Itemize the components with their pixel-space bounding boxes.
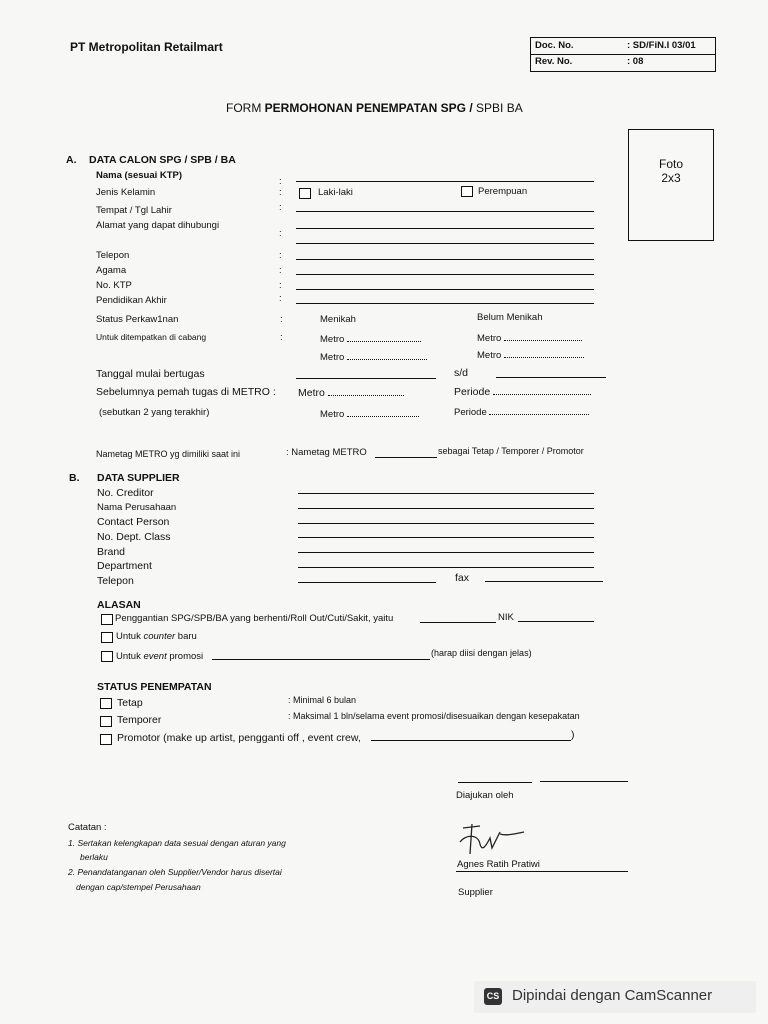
signature-image — [458, 820, 528, 858]
periode-1[interactable]: Periode — [454, 385, 591, 398]
sebelumnya-metro-2[interactable]: Metro — [320, 407, 419, 420]
camscanner-badge — [474, 981, 756, 1013]
belum-menikah-option[interactable]: Belum Menikah — [477, 312, 543, 323]
label-tanggal-mulai: Tanggal mulai bertugas — [96, 368, 205, 380]
nametag-value: : Nametag METRO — [286, 447, 367, 458]
section-a-letter: A. — [66, 154, 77, 166]
label-tempat-lahir: Tempat / Tgl Lahir — [96, 205, 172, 216]
colon: : — [280, 314, 283, 325]
section-a-heading: DATA CALON SPG / SPB / BA — [89, 154, 236, 166]
menikah-option[interactable]: Menikah — [320, 314, 356, 325]
signer-role: Supplier — [458, 887, 493, 898]
label-pendidikan: Pendidikan Akhir — [96, 295, 167, 306]
label-telepon-supplier: Telepon — [97, 575, 134, 587]
alasan-penggantian-checkbox[interactable] — [101, 614, 113, 625]
photo-label: Foto — [658, 157, 683, 171]
catatan-note-1b: berlaku — [80, 852, 108, 862]
alasan-penggantian-label: Penggantian SPG/SPB/BA yang berhenti/Roll Out/Cuti/Sakit, yaitu — [115, 613, 394, 624]
alasan-event-checkbox[interactable] — [101, 651, 113, 662]
laki-laki-checkbox[interactable] — [299, 188, 311, 199]
diajukan-label: Diajukan oleh — [456, 790, 514, 801]
promotor-label: Promotor (make up artist, pengganti off , event crew, — [117, 732, 361, 744]
label-status: Status Perkaw1nan — [96, 314, 179, 325]
telepon-supplier-field[interactable] — [298, 582, 436, 583]
label-contact-person: Contact Person — [97, 516, 170, 528]
event-note: (harap diisi dengan jelas) — [431, 648, 532, 658]
sebelumnya-metro-1[interactable]: Metro — [298, 386, 404, 399]
sign-line-1 — [458, 782, 532, 783]
perempuan-label: Perempuan — [478, 186, 528, 197]
nama-perusahaan-field[interactable] — [298, 508, 594, 509]
label-nametag: Nametag METRO yg dimiliki saat ini — [96, 449, 241, 459]
alamat-field-2[interactable] — [296, 243, 594, 244]
colon: : — [279, 202, 282, 213]
nama-field[interactable] — [296, 181, 594, 182]
photo-box — [628, 129, 714, 241]
photo-size: 2x3 — [661, 171, 681, 185]
sign-name-line — [456, 871, 628, 872]
label-sebelumnya: Sebelumnya pemah tugas di METRO : — [96, 386, 276, 398]
alamat-field-1[interactable] — [296, 228, 594, 229]
doc-no-label: Doc. No. — [535, 40, 574, 51]
cabang-metro-1[interactable]: Metro — [320, 332, 421, 345]
colon: : — [279, 228, 282, 239]
laki-laki-label: Laki-laki — [318, 187, 353, 198]
promotor-field[interactable] — [371, 740, 571, 741]
label-telepon: Telepon — [96, 250, 130, 261]
doc-info-box — [530, 37, 716, 72]
company-name: PT Metropolitan Retailmart — [70, 40, 223, 54]
label-agama: Agama — [96, 265, 127, 276]
alasan-heading: ALASAN — [97, 599, 141, 611]
colon: : — [279, 265, 282, 276]
brand-field[interactable] — [298, 552, 594, 553]
catatan-heading: Catatan : — [68, 822, 107, 833]
nik-field[interactable] — [518, 621, 594, 622]
colon: : — [279, 280, 282, 291]
label-alamat: Alamat yang dapat dihubungi — [96, 220, 220, 231]
telepon-field[interactable] — [296, 259, 594, 260]
alasan-event-label: Untuk event promosi — [116, 651, 204, 662]
temporer-note: : Maksimal 1 bln/selama event promosi/disesuaikan dengan kesepakatan — [288, 711, 580, 721]
pendidikan-field[interactable] — [296, 303, 594, 304]
sign-line-2 — [540, 781, 628, 782]
no-ktp-field[interactable] — [296, 289, 594, 290]
nik-label: NIK — [498, 612, 514, 623]
cabang-metro-4[interactable]: Metro — [477, 348, 584, 361]
cabang-metro-2[interactable]: Metro — [477, 331, 582, 344]
alasan-counter-checkbox[interactable] — [101, 632, 113, 643]
contact-person-field[interactable] — [298, 523, 594, 524]
catatan-note-2a: 2. Penandatanganan oleh Supplier/Vendor harus disertai — [68, 867, 282, 877]
label-jenis-kelamin: Jenis Kelamin — [96, 187, 156, 198]
tanggal-mulai-field[interactable] — [296, 378, 436, 379]
nametag-suffix: sebagai Tetap / Temporer / Promotor — [438, 446, 584, 456]
no-dept-class-field[interactable] — [298, 537, 594, 538]
tetap-checkbox[interactable] — [100, 698, 112, 709]
perempuan-checkbox[interactable] — [461, 186, 473, 197]
form-title: FORM PERMOHONAN PENEMPATAN SPG / SPBI BA — [226, 101, 523, 115]
cabang-metro-3[interactable]: Metro — [320, 350, 427, 363]
agama-field[interactable] — [296, 274, 594, 275]
no-creditor-field[interactable] — [298, 493, 594, 494]
label-no-creditor: No. Creditor — [97, 487, 154, 499]
colon: : — [279, 293, 282, 304]
camscanner-icon: CS — [484, 988, 502, 1005]
label-department: Department — [97, 560, 152, 572]
catatan-note-2b: dengan cap/stempel Perusahaan — [76, 882, 201, 892]
tetap-label: Tetap — [117, 697, 143, 709]
section-b-letter: B. — [69, 472, 80, 484]
tetap-note: : Minimal 6 bulan — [288, 695, 357, 705]
tempat-lahir-field[interactable] — [296, 211, 594, 212]
colon: : — [279, 187, 282, 198]
fax-label: fax — [455, 572, 470, 584]
rev-no-value: : 08 — [627, 56, 644, 67]
status-penempatan-heading: STATUS PENEMPATAN — [97, 681, 212, 693]
temporer-label: Temporer — [117, 714, 162, 726]
fax-field[interactable] — [485, 581, 603, 582]
catatan-note-1a: 1. Sertakan kelengkapan data sesuai dengan aturan yang — [68, 838, 286, 848]
alasan-counter-label: Untuk counter baru — [116, 631, 197, 642]
nametag-field[interactable] — [375, 457, 437, 458]
label-no-ktp: No. KTP — [96, 280, 132, 291]
tanggal-selesai-field[interactable] — [496, 377, 606, 378]
camscanner-text: Dipindai dengan CamScanner — [512, 987, 713, 1004]
temporer-checkbox[interactable] — [100, 716, 112, 727]
label-sebutkan: (sebutkan 2 yang terakhir) — [99, 407, 210, 418]
doc-no-value: : SD/FiN.I 03/01 — [627, 40, 696, 51]
colon: : — [279, 176, 282, 187]
department-field[interactable] — [298, 567, 594, 568]
penggantian-field[interactable] — [420, 622, 496, 623]
colon: : — [280, 332, 283, 343]
promotor-close: ) — [571, 729, 575, 741]
label-no-dept-class: No. Dept. Class — [97, 531, 171, 543]
event-field[interactable] — [212, 659, 430, 660]
colon: : — [279, 250, 282, 261]
signer-name: Agnes Ratih Pratiwi — [457, 859, 540, 870]
section-b-heading: DATA SUPPLIER — [97, 472, 180, 484]
rev-no-label: Rev. No. — [535, 56, 573, 67]
sd-label: s/d — [454, 367, 469, 379]
promotor-checkbox[interactable] — [100, 734, 112, 745]
label-nama: Nama (sesuai KTP) — [96, 170, 183, 181]
label-nama-perusahaan: Nama Perusahaan — [97, 502, 177, 513]
label-brand: Brand — [97, 546, 126, 558]
periode-2[interactable]: Periode — [454, 405, 589, 418]
label-untuk-cabang: Untuk ditempatkan di cabang — [96, 332, 207, 342]
